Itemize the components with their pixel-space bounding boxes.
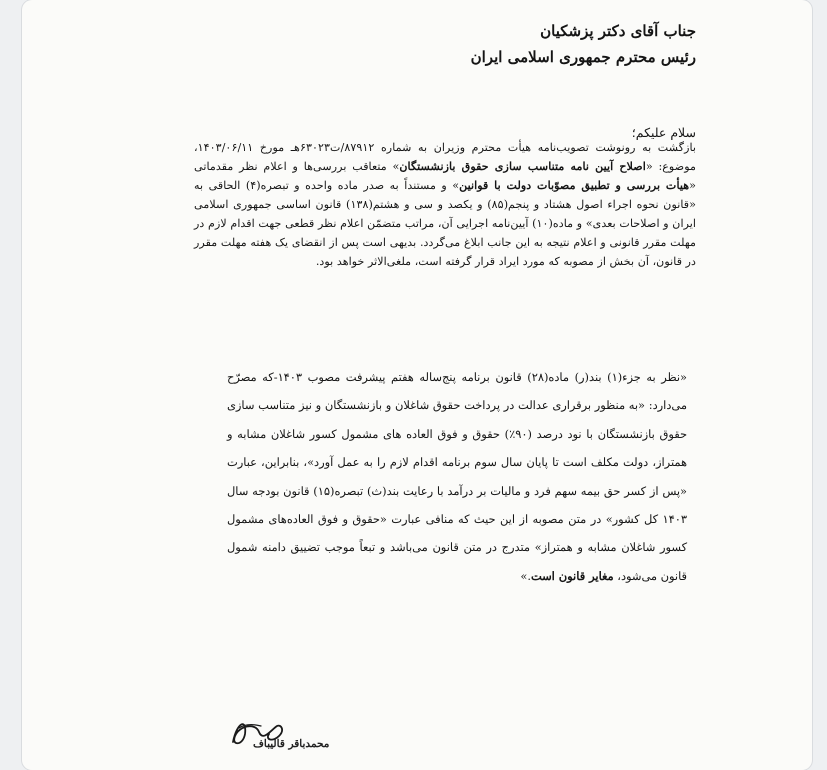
body-text-2: » متعاقب بررسی‌ها و اعلام نظر مقدماتی «	[194, 160, 696, 192]
letter-body	[194, 138, 696, 271]
body-text-1: بازگشت به رونوشت تصویب‌نامه هیأت محترم وزیران به شماره ۸۷۹۱۲/ت۶۳۰۲۳هـ مورخ ۱۴۰۳/۰۶/۱۱، موضوع: «	[194, 141, 697, 173]
letter-header	[194, 18, 696, 70]
letter-sheet	[22, 0, 812, 770]
quote-text-2: .»	[520, 568, 531, 583]
recipient-title: رئیس محترم جمهوری اسلامی ایران	[470, 48, 696, 66]
quoted-opinion	[227, 363, 687, 590]
verdict-text: مغایر قانون است	[530, 568, 614, 583]
signatory-name: محمدباقر قالیباف	[253, 738, 330, 750]
recipient-name: جناب آقای دکتر پزشکیان	[540, 22, 696, 40]
greeting: سلام علیکم؛	[631, 125, 696, 140]
board-name: هیأت بررسی و تطبیق مصوّبات دولت با قوانین	[459, 178, 690, 192]
subject-title: اصلاح آیین نامه متناسب سازی حقوق بازنشستگان	[399, 159, 646, 173]
body-text-3: » و مستنداً به صدر ماده واحده و تبصره(۴) الحاقی به «قانون نحوه اجراء اصول هشتاد و پنجم(۸۵) و یکصد و سی و هشتم(۱۳۸) قانون اساسی جمهوری اسلامی ایران و اصلاحات بعدی» و ماده(۱۰) آیین‌نامه اجرایی آن، مراتب متضمّن اعلام نظر قطعی جهت اقدام لازم در مهلت مقرر قانونی و اعلام نتیجه به این جانب ابلاغ می‌گردد. بدیهی است پس از انقضای یک هفته مهلت مقرر در قانون، آن بخش از مصوبه که مورد ایراد قرار گرفته است، ملغی‌الاثر خواهد بود.	[194, 179, 697, 268]
quote-text-1: «نظر به جزء(۱) بند(ر) ماده(۲۸) قانون برنامه پنج‌ساله هفتم پیشرفت مصوب ۱۴۰۳-که مصرّح می‌دارد: «به منظور برقراری عدالت در پرداخت حقوق شاغلان و بازنشستگان و نیز متناسب سازی حقوق بازنشستگان با نود درصد (۹۰٪) حقوق و فوق العاده های مشمول کسور شاغلان مشابه و همتراز، دولت مکلف است تا پایان سال سوم برنامه اقدام لازم را به عمل آورد»، بنابراین، عبارت «پس از کسر حق بیمه سهم فرد و مالیات بر درآمد با رعایت بند(ث) تبصره(۱۵) قانون بودجه سال ۱۴۰۳ کل کشور» در متن مصوبه از این حیث که منافی عبارت «حقوق و فوق العاده‌های مشمول کسور شاغلان مشابه و همتراز» متدرج در متن قانون می‌باشد و تبعاً موجب تضییق دامنه شمول قانون می‌شود،	[227, 370, 688, 583]
signature-block	[225, 712, 335, 752]
